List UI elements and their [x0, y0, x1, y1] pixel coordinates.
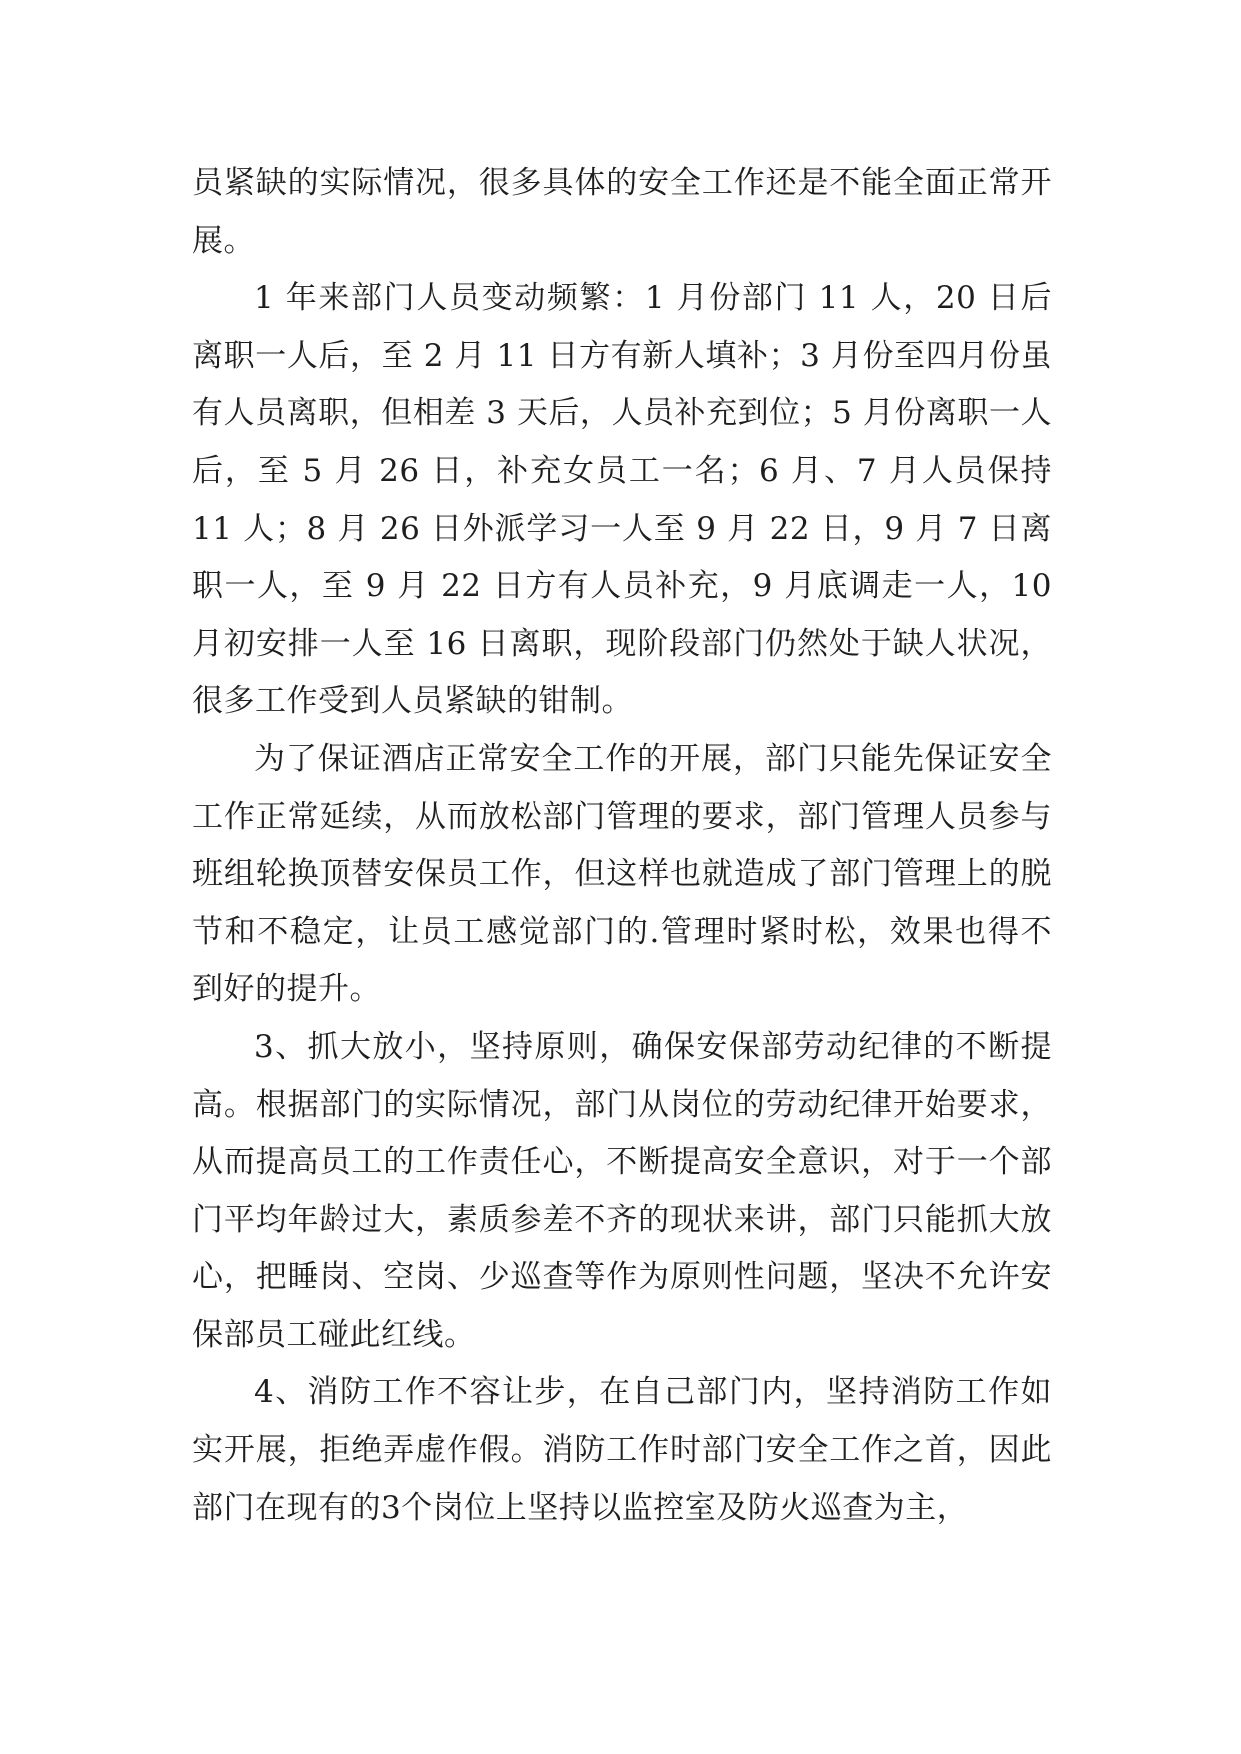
paragraph-2: 1 年来部门人员变动频繁：1 月份部门 11 人，20 日后离职一人后，至 2 月 11 日方有新人填补；3 月份至四月份虽有人员离职，但相差 3 天后，人员补充到位；5 月份离职一人后，至 5 月 26 日，补充女员工一名；6 月、7 月人员保持 11 人；8 月 26 日外派学习一人至 9 月 22 日，9 月 7 日离职一人，至 9 月 22 日方有人员补充，9 月底调走一人，10 月初安排一人至 16 日离职，现阶段部门仍然处于缺人状况，很多工作受到人员紧缺的钳制。 [192, 280, 1052, 720]
paragraph-3: 为了保证酒店正常安全工作的开展，部门只能先保证安全工作正常延续，从而放松部门管理的要求，部门管理人员参与班组轮换顶替安保员工作，但这样也就造成了部门管理上的脱节和不稳定，让员工感觉部门的.管理时紧时松，效果也得不到好的提升。 [192, 740, 1052, 1008]
paragraph-1: 员紧缺的实际情况，很多具体的安全工作还是不能全面正常开展。 [192, 165, 1052, 259]
paragraph-5: 4、消防工作不容让步，在自己部门内，坚持消防工作如实开展，拒绝弄虚作假。消防工作时部门安全工作之首，因此部门在现有的3个岗位上坚持以监控室及防火巡查为主， [192, 1374, 1052, 1526]
paragraph-4: 3、抓大放小，坚持原则，确保安保部劳动纪律的不断提高。根据部门的实际情况，部门从岗位的劳动纪律开始要求，从而提高员工的工作责任心，不断提高安全意识，对于一个部门平均年龄过大，素质参差不齐的现状来讲，部门只能抓大放心，把睡岗、空岗、少巡查等作为原则性问题，坚决不允许安保部员工碰此红线。 [192, 1028, 1052, 1353]
document-body [192, 155, 1052, 1537]
